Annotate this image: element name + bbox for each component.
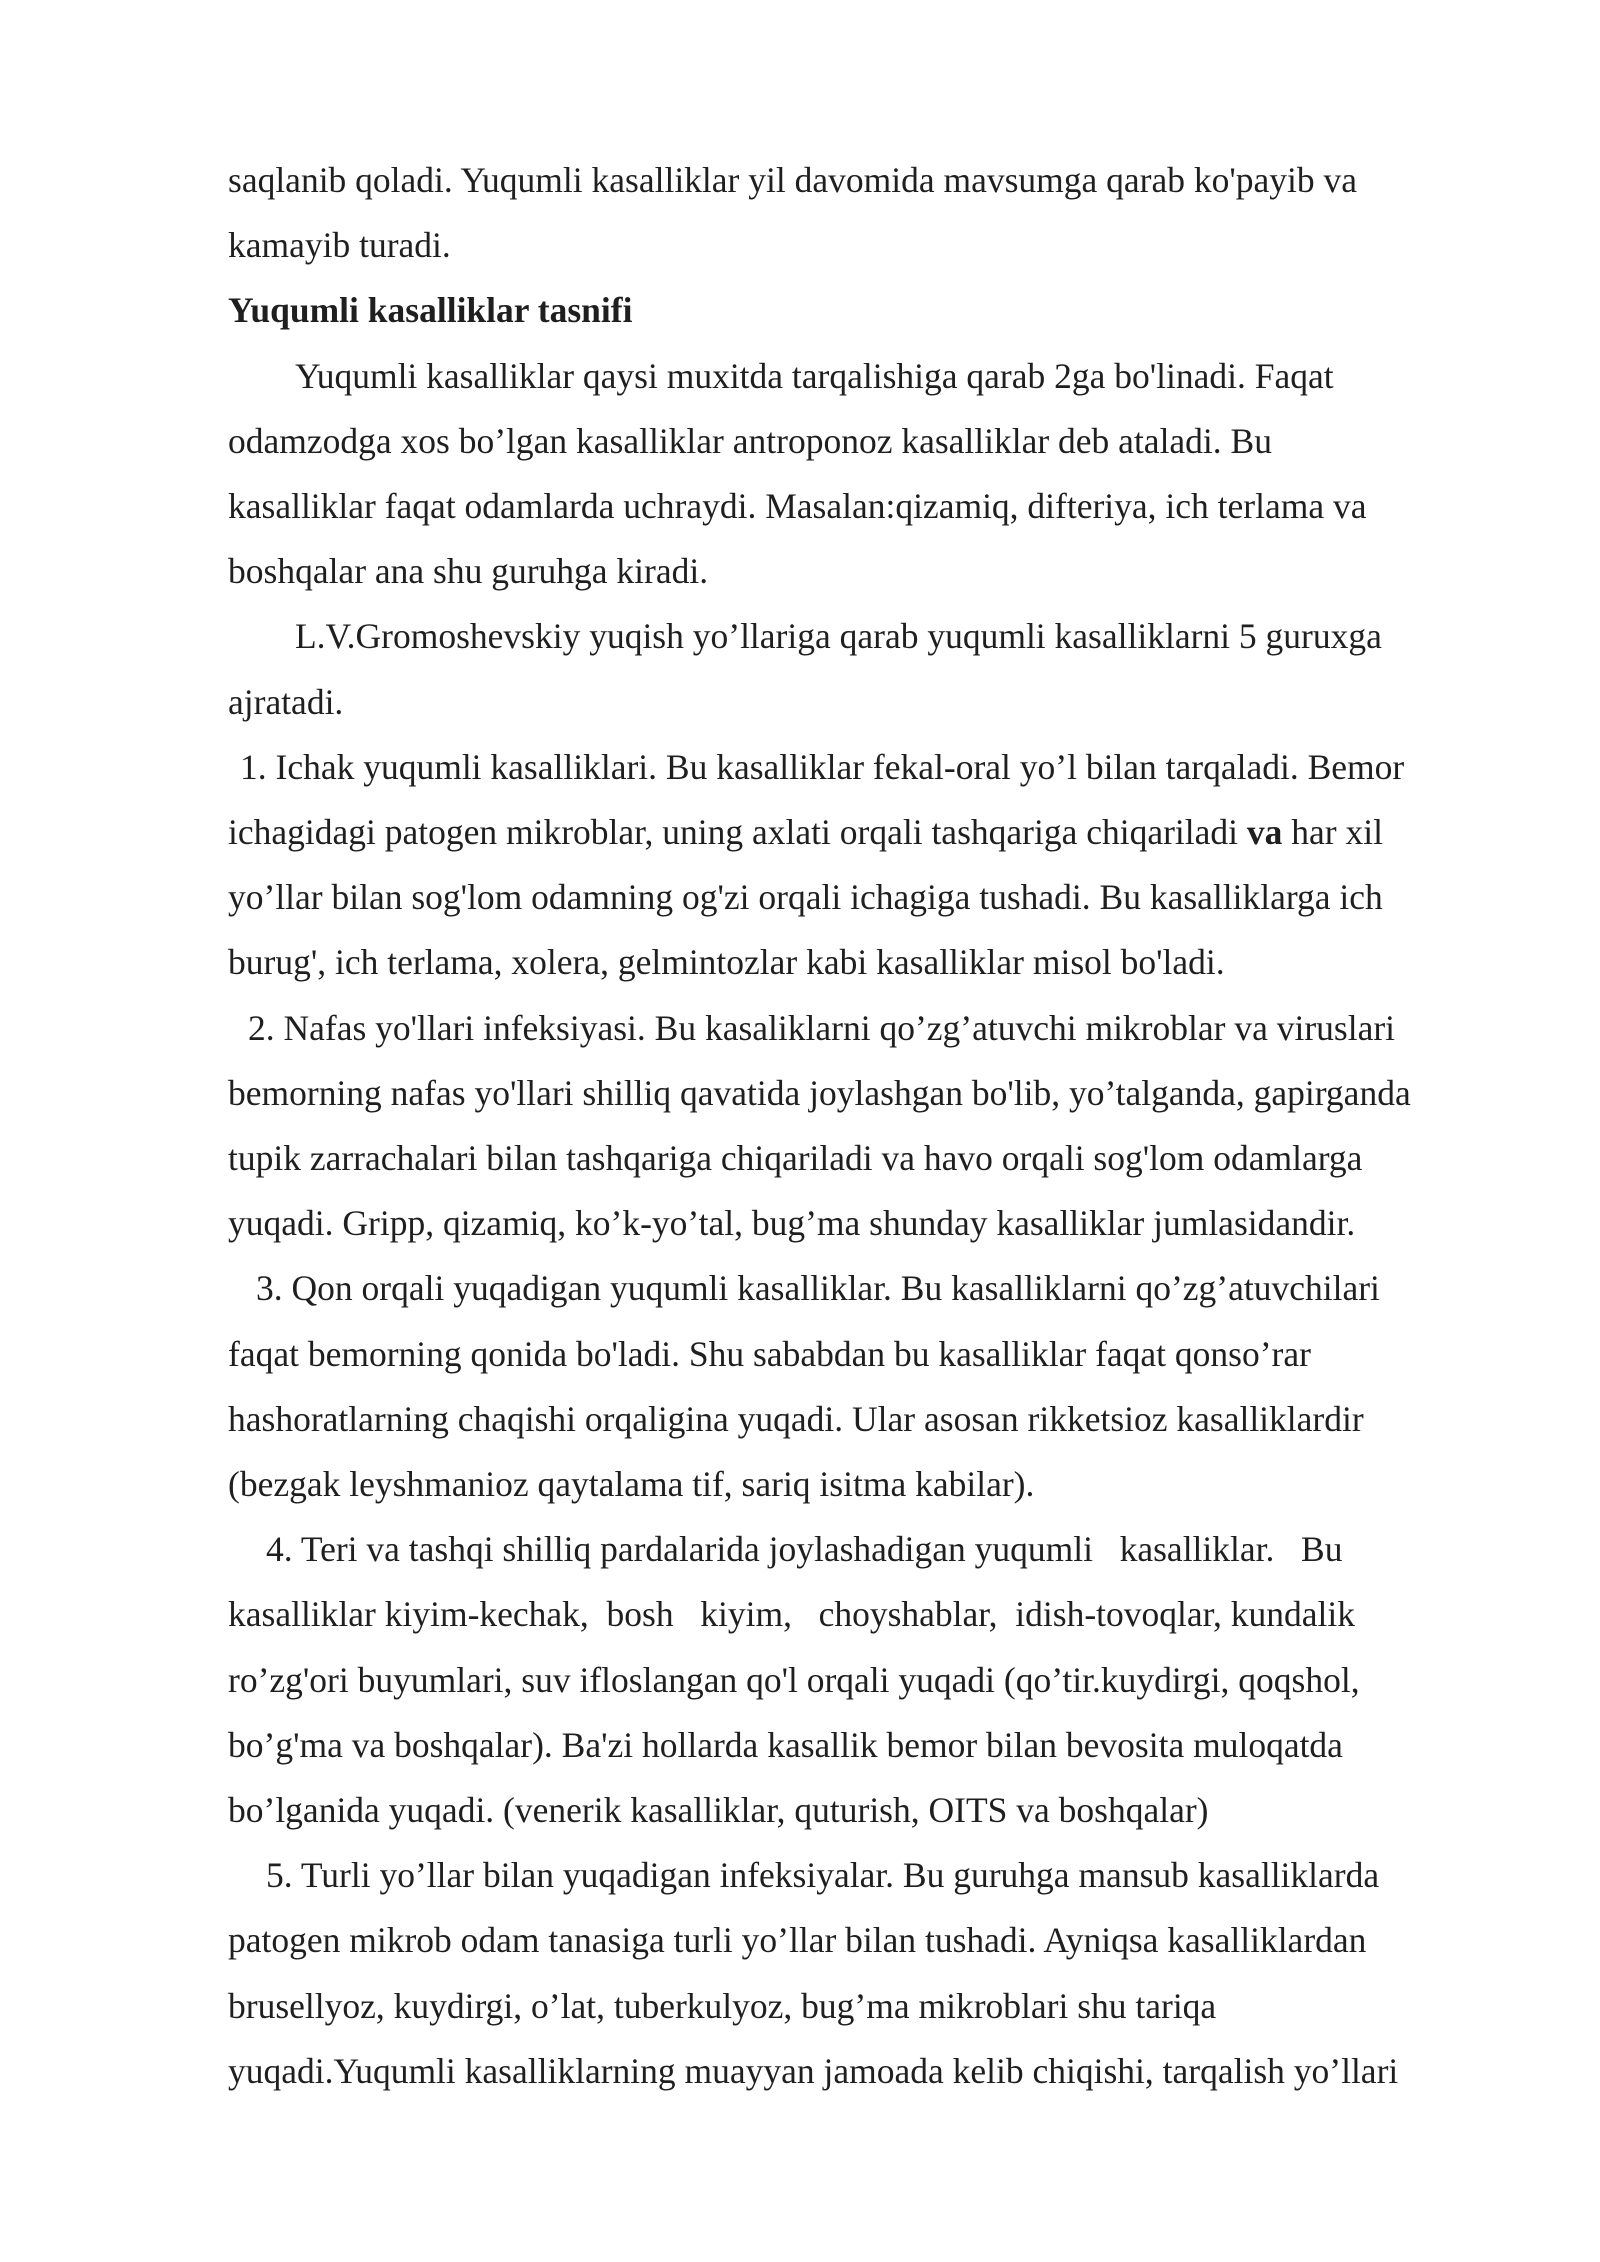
text-fragment: ichagidagi patogen mikroblar, uning axlati orqali tashqariga chiqariladi <box>228 812 1247 853</box>
text-line: ajratadi. <box>228 681 344 722</box>
text-line: hashoratlarning chaqishi orqaligina yuqadi. Ular asosan rikketsioz kasalliklardir <box>228 1398 1364 1439</box>
text-line: bemorning nafas yo'llari shilliq qavatida joylashgan bo'lib, yo’talganda, gapirganda <box>228 1072 1411 1113</box>
list-item-5-line: 5. Turli yo’llar bilan yuqadigan infeksiyalar. Bu guruhga mansub kasalliklarda <box>266 1855 1380 1896</box>
text-line: (bezgak leyshmanioz qaytalama tif, sariq isitma kabilar). <box>228 1464 1035 1505</box>
text-fragment: har xil <box>1282 812 1383 853</box>
text-line: yo’llar bilan sog'lom odamning og'zi orqali ichagiga tushadi. Bu kasalliklarga ich <box>228 877 1383 918</box>
document-body <box>228 148 1488 2104</box>
text-line: yuqadi.Yuqumli kasalliklarning muayyan jamoada kelib chiqishi, tarqalish yo’llari <box>228 2050 1399 2091</box>
text-line: burug', ich terlama, xolera, gelmintozlar kabi kasalliklar misol bo'ladi. <box>228 942 1225 983</box>
text-line: Yuqumli kasalliklar qaysi muxitda tarqalishiga qarab 2ga bo'linadi. Faqat <box>295 355 1334 396</box>
text-line: tupik zarrachalari bilan tashqariga chiqariladi va havo orqali sog'lom odamlarga <box>228 1138 1363 1179</box>
list-item-3-line: 3. Qon orqali yuqadigan yuqumli kasalliklar. Bu kasalliklarni qo’zg’atuvchilari <box>256 1268 1380 1309</box>
text-line: yuqadi. Gripp, qizamiq, ko’k-yo’tal, bug’ma shunday kasalliklar jumlasidandir. <box>228 1203 1356 1244</box>
list-item-1-line: 1. Ichak yuqumli kasalliklari. Bu kasalliklar fekal-oral yo’l bilan tarqaladi. Bemor <box>240 746 1405 787</box>
text-line <box>228 800 1488 865</box>
text-line: saqlanib qoladi. Yuqumli kasalliklar yil davomida mavsumga qarab ko'payib va <box>228 160 1357 200</box>
list-item-2-line: 2. Nafas yo'llari infeksiyasi. Bu kasaliklarni qo’zg’atuvchi mikroblar va viruslari <box>248 1007 1396 1048</box>
text-line: kasalliklar faqat odamlarda uchraydi. Masalan:qizamiq, difteriya, ich terlama va <box>228 486 1367 527</box>
text-line: faqat bemorning qonida bo'ladi. Shu sababdan bu kasalliklar faqat qonso’rar <box>228 1333 1311 1374</box>
text-line: boshqalar ana shu guruhga kiradi. <box>228 551 709 592</box>
text-line: bo’lganida yuqadi. (venerik kasalliklar, quturish, OITS va boshqalar) <box>228 1790 1209 1831</box>
bold-word: va <box>1246 812 1283 853</box>
text-line: brusellyoz, kuydirgi, o’lat, tuberkulyoz, bug’ma mikroblari shu tariqa <box>228 1985 1217 2026</box>
text-line: kamayib turadi. <box>228 225 451 266</box>
list-item-4-line: 4. Teri va tashqi shilliq pardalarida joylashadigan yuqumli kasalliklar. Bu <box>266 1529 1343 1570</box>
text-line: odamzodga xos bo’lgan kasalliklar antroponoz kasalliklar deb ataladi. Bu <box>228 420 1272 461</box>
section-heading: Yuqumli kasalliklar tasnifi <box>228 290 633 331</box>
text-line: kasalliklar kiyim-kechak, bosh kiyim, choyshablar, idish-tovoqlar, kundalik <box>228 1594 1356 1635</box>
text-line: L.V.Gromoshevskiy yuqish yo’llariga qarab yuqumli kasalliklarni 5 guruxga <box>295 616 1382 657</box>
text-line: ro’zg'ori buyumlari, suv ifloslangan qo'l orqali yuqadi (qo’tir.kuydirgi, qoqshol, <box>228 1659 1360 1700</box>
text-line: patogen mikrob odam tanasiga turli yo’llar bilan tushadi. Ayniqsa kasalliklardan <box>228 1920 1367 1961</box>
text-line: bo’g'ma va boshqalar). Ba'zi hollarda kasallik bemor bilan bevosita muloqatda <box>228 1724 1343 1765</box>
